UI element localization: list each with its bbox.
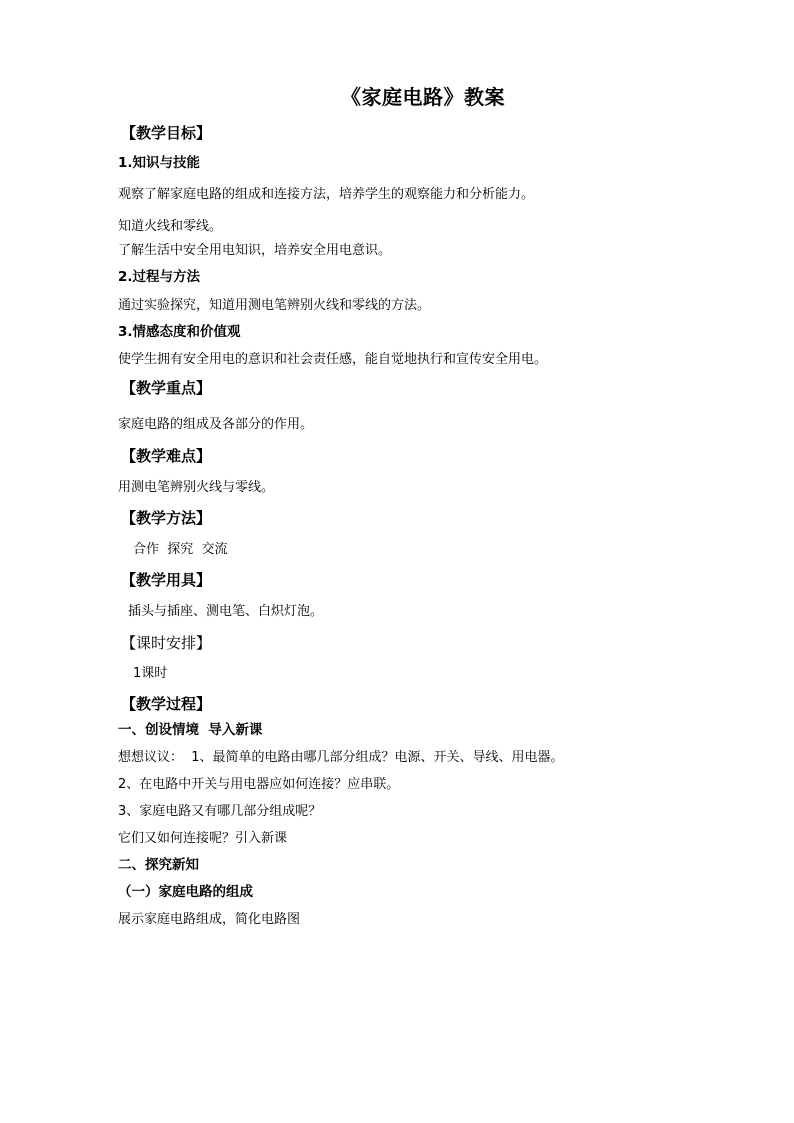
subheading-intro: 一、创设情境 导入新课 <box>118 722 263 738</box>
paragraph: 它们又如何连接呢？引入新课 <box>118 831 288 846</box>
subheading-attitude-values: 3.情感态度和价值观 <box>118 324 241 340</box>
heading-teaching-objectives: 【教学目标】 <box>121 124 212 142</box>
paragraph: 插头与插座、测电笔、白炽灯泡。 <box>128 604 324 619</box>
paragraph: 合作 探究 交流 <box>133 542 228 557</box>
paragraph: 用测电笔辨别火线与零线。 <box>118 480 275 495</box>
subheading-process-method: 2.过程与方法 <box>118 269 201 285</box>
paragraph: 想想议议： 1、最简单的电路由哪几部分组成？电源、开关、导线、用电器。 <box>118 750 564 765</box>
heading-teaching-process: 【教学过程】 <box>121 695 212 713</box>
paragraph: 知道火线和零线。 <box>118 219 223 234</box>
paragraph: 展示家庭电路组成，简化电路图 <box>118 912 301 927</box>
paragraph: 3、家庭电路又有哪几部分组成呢？ <box>118 804 322 819</box>
paragraph: 了解生活中安全用电知识，培养安全用电意识。 <box>118 243 392 258</box>
paragraph: 1课时 <box>133 666 168 681</box>
heading-teaching-method: 【教学方法】 <box>121 509 212 527</box>
document-title: 《家庭电路》教案 <box>341 85 505 109</box>
heading-teaching-tools: 【教学用具】 <box>121 571 212 589</box>
heading-teaching-difficulty: 【教学难点】 <box>121 447 212 465</box>
subheading-explore: 二、探究新知 <box>118 857 199 873</box>
paragraph: 观察了解家庭电路的组成和连接方法，培养学生的观察能力和分析能力。 <box>118 187 535 202</box>
subheading-circuit-composition: （一）家庭电路的组成 <box>118 884 253 900</box>
paragraph: 通过实验探究，知道用测电笔辨别火线和零线的方法。 <box>118 298 431 313</box>
heading-teaching-focus: 【教学重点】 <box>121 379 212 397</box>
paragraph: 使学生拥有安全用电的意识和社会责任感，能自觉地执行和宣传安全用电。 <box>118 352 548 367</box>
subheading-knowledge-skills: 1.知识与技能 <box>118 155 201 171</box>
paragraph: 家庭电路的组成及各部分的作用。 <box>118 417 314 432</box>
heading-class-schedule: 【课时安排】 <box>121 634 212 652</box>
paragraph: 2、在电路中开关与用电器应如何连接？应串联。 <box>118 777 400 792</box>
